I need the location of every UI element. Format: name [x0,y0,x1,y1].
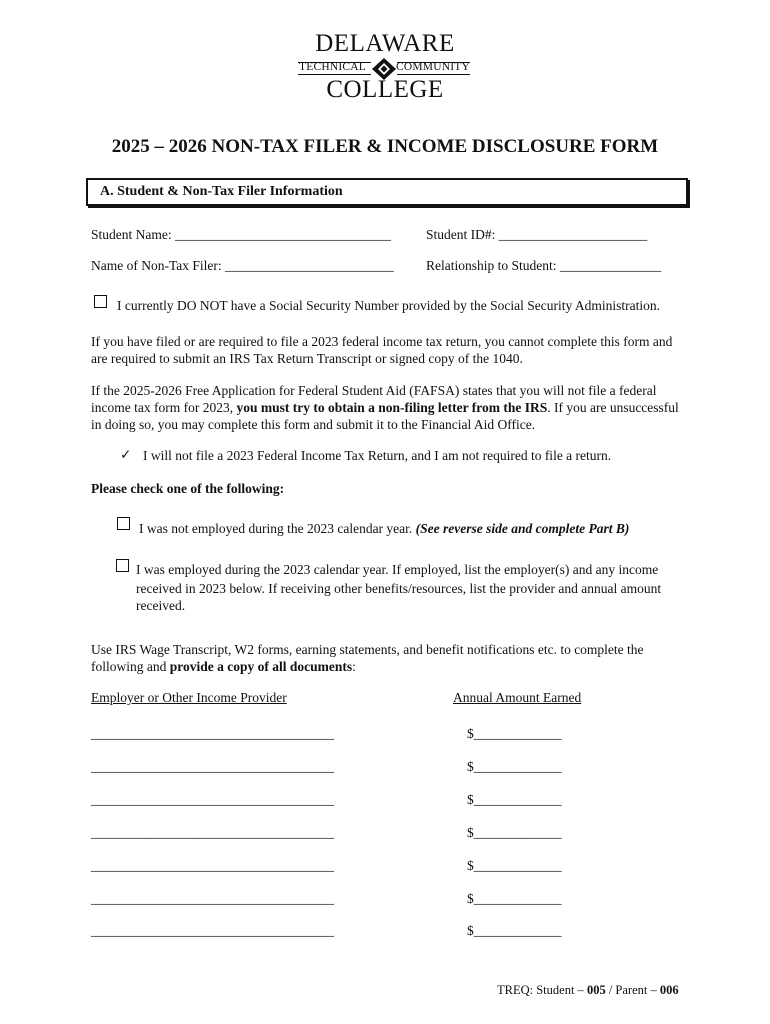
employer-field[interactable]: ____________________________________ [91,923,334,938]
non-tax-filer-name-field[interactable]: Name of Non-Tax Filer: _________________________ [91,258,394,273]
employed-label-line3: received. [136,598,186,613]
amount-field[interactable]: $_____________ [467,923,562,938]
logo-line-delaware: DELAWARE [315,30,455,57]
amount-field[interactable]: $_____________ [467,825,562,840]
student-name-field[interactable]: Student Name: ________________________________ [91,227,391,242]
paragraph-documents-text-c: : [352,659,356,674]
employer-field[interactable]: ____________________________________ [91,726,334,741]
treq-prefix: TREQ: Student – [497,983,587,997]
logo-technical: TECHNICAL [299,61,366,73]
check-mark-icon: ✓ [120,447,132,462]
amount-field[interactable]: $_____________ [467,891,562,906]
column-header-amount: Annual Amount Earned [453,690,582,705]
paragraph-fafsa-text-a: If the 2025-2026 Free Application for Federal Student Aid (FAFSA) states that you will not file a federal income tax form for 2023, [91,383,657,415]
treq-middle: / Parent – [605,983,660,997]
amount-field[interactable]: $_____________ [467,858,562,873]
employer-field[interactable]: ____________________________________ [91,891,334,906]
student-id-field[interactable]: Student ID#: ______________________ [426,227,648,242]
logo-rule-right-bottom [397,74,470,75]
employer-field[interactable]: ____________________________________ [91,792,334,807]
paragraph-documents [91,641,681,675]
please-check-heading: Please check one of the following: [91,481,285,496]
section-a-header [86,178,688,206]
no-ssn-checkbox[interactable] [94,295,107,308]
paragraph-documents-text-a: Use IRS Wage Transcript, W2 forms, earning statements, and benefit notifications etc. to complete the following and [91,642,644,674]
column-header-employer: Employer or Other Income Provider [91,690,287,705]
logo-rule-left-bottom [298,74,371,75]
paragraph-fafsa [91,382,681,433]
paragraph-documents-emphasis: provide a copy of all documents [169,659,353,674]
employed-checkbox[interactable] [116,559,129,572]
will-not-file-statement: I will not file a 2023 Federal Income Tax Return, and I am not required to file a return. [143,448,612,463]
employer-field[interactable]: ____________________________________ [91,858,334,873]
relationship-field[interactable]: Relationship to Student: _______________ [426,258,662,273]
section-a-heading: A. Student & Non-Tax Filer Information [100,184,343,199]
amount-field[interactable]: $_____________ [467,759,562,774]
logo-line-college: COLLEGE [326,76,444,103]
no-ssn-label: I currently DO NOT have a Social Security Number provided by the Social Security Administration. [117,298,661,313]
treq-parent-code: 006 [659,983,679,997]
amount-field[interactable]: $_____________ [467,792,562,807]
employer-field[interactable]: ____________________________________ [91,759,334,774]
employed-label-line2: received in 2023 below. If receiving other benefits/resources, list the provider and annual amount [136,581,662,596]
logo-community: COMMUNITY [396,61,470,73]
paragraph-fafsa-text-c: . If you are unsuccessful in doing so, you may complete this form and submit it to the Financial Aid Office. [91,400,679,432]
paragraph-fafsa-emphasis: you must try to obtain a non-filing letter from the IRS [236,400,548,415]
treq-footer [497,983,679,998]
amount-field[interactable]: $_____________ [467,726,562,741]
form-title: 2025 – 2026 NON-TAX FILER & INCOME DISCLOSURE FORM [111,136,659,157]
not-employed-text: I was not employed during the 2023 calendar year. [139,521,416,536]
not-employed-label [139,521,629,537]
not-employed-instruction: (See reverse side and complete Part B) [415,521,630,536]
employed-label-line1: I was employed during the 2023 calendar year. If employed, list the employer(s) and any income [136,562,659,577]
not-employed-checkbox[interactable] [117,517,130,530]
employer-field[interactable]: ____________________________________ [91,825,334,840]
paragraph-filed-return: If you have filed or are required to file a 2023 federal income tax return, you cannot complete this form and are required to submit an IRS Tax Return Transcript or signed copy of the 1040. [91,334,673,366]
treq-student-code: 005 [586,983,606,997]
